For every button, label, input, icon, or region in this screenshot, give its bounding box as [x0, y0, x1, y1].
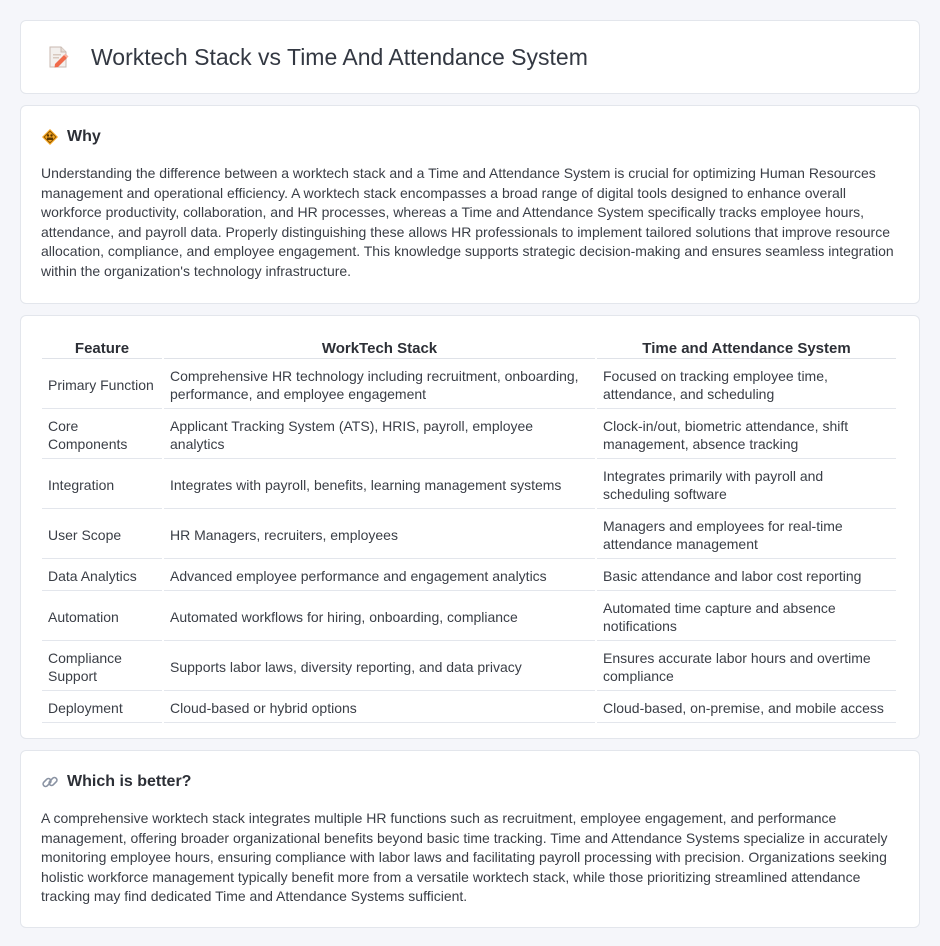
header-tas: Time and Attendance System [597, 334, 896, 359]
feature-cell: Automation [42, 593, 162, 641]
better-section [20, 750, 920, 928]
tas-cell: Integrates primarily with payroll and scheduling software [597, 461, 896, 509]
tas-cell: Managers and employees for real-time attendance management [597, 511, 896, 559]
worktech-cell: Advanced employee performance and engagement analytics [164, 561, 595, 591]
worktech-cell: Integrates with payroll, benefits, learning management systems [164, 461, 595, 509]
better-title: Which is better? [67, 773, 192, 790]
page-title: Worktech Stack vs Time And Attendance System [91, 43, 588, 70]
tas-cell: Ensures accurate labor hours and overtime compliance [597, 643, 896, 691]
tas-cell: Focused on tracking employee time, attendance, and scheduling [597, 361, 896, 409]
tas-cell: Basic attendance and labor cost reporting [597, 561, 896, 591]
why-body: Understanding the difference between a worktech stack and a Time and Attendance System is crucial for optimizing Human Resources management and operational efficiency. A worktech stack encompasses a broad range of digital tools designed to enhance overall workforce productivity, collaboration, and HR processes, whereas a Time and Attendance System specifically tracks employee hours, attendance, and payroll data. Properly distinguishing these allows HR professionals to implement tailored solutions that improve resource allocation, compliance, and employee engagement. This knowledge supports strategic decision-making and ensures seamless integration within the organization's technology infrastructure. [41, 165, 894, 279]
table-row [42, 693, 896, 723]
header-card [20, 20, 920, 94]
table-row [42, 643, 896, 691]
tas-cell: Automated time capture and absence notifications [597, 593, 896, 641]
feature-cell: Data Analytics [42, 561, 162, 591]
why-section [20, 105, 920, 304]
worktech-cell: Applicant Tracking System (ATS), HRIS, payroll, employee analytics [164, 411, 595, 459]
feature-cell: Deployment [42, 693, 162, 723]
feature-cell: Compliance Support [42, 643, 162, 691]
worktech-cell: Comprehensive HR technology including recruitment, onboarding, performance, and employee engagement [164, 361, 595, 409]
worktech-cell: Supports labor laws, diversity reporting, and data privacy [164, 643, 595, 691]
table-header-row [42, 334, 896, 359]
feature-cell: Integration [42, 461, 162, 509]
table-row [42, 561, 896, 591]
feature-cell: Primary Function [42, 361, 162, 409]
worktech-cell: Automated workflows for hiring, onboarding, compliance [164, 593, 595, 641]
comparison-card [20, 315, 920, 739]
worktech-cell: Cloud-based or hybrid options [164, 693, 595, 723]
better-body: A comprehensive worktech stack integrates multiple HR functions such as recruitment, employee engagement, and performance management, offering broader organizational benefits beyond basic time tracking. Time and Attendance Systems specialize in accurately monitoring employee hours, ensuring compliance with labor laws and facilitating payroll processing with precision. Organizations seeking holistic workforce management typically benefit more from a versatile worktech stack, while those prioritizing streamlined attendance tracking may find dedicated Time and Attendance Systems sufficient. [41, 810, 888, 905]
header-feature: Feature [42, 334, 162, 359]
why-title: Why [67, 128, 101, 145]
tas-cell: Cloud-based, on-premise, and mobile access [597, 693, 896, 723]
document-pencil-icon [45, 44, 71, 70]
table-row [42, 461, 896, 509]
feature-cell: Core Components [42, 411, 162, 459]
feature-cell: User Scope [42, 511, 162, 559]
diamond-sign-icon [41, 128, 59, 146]
header-worktech: WorkTech Stack [164, 334, 595, 359]
link-icon [41, 773, 59, 791]
comparison-table [40, 332, 898, 725]
worktech-cell: HR Managers, recruiters, employees [164, 511, 595, 559]
table-row [42, 411, 896, 459]
table-row [42, 593, 896, 641]
table-row [42, 511, 896, 559]
table-row [42, 361, 896, 409]
tas-cell: Clock-in/out, biometric attendance, shift management, absence tracking [597, 411, 896, 459]
